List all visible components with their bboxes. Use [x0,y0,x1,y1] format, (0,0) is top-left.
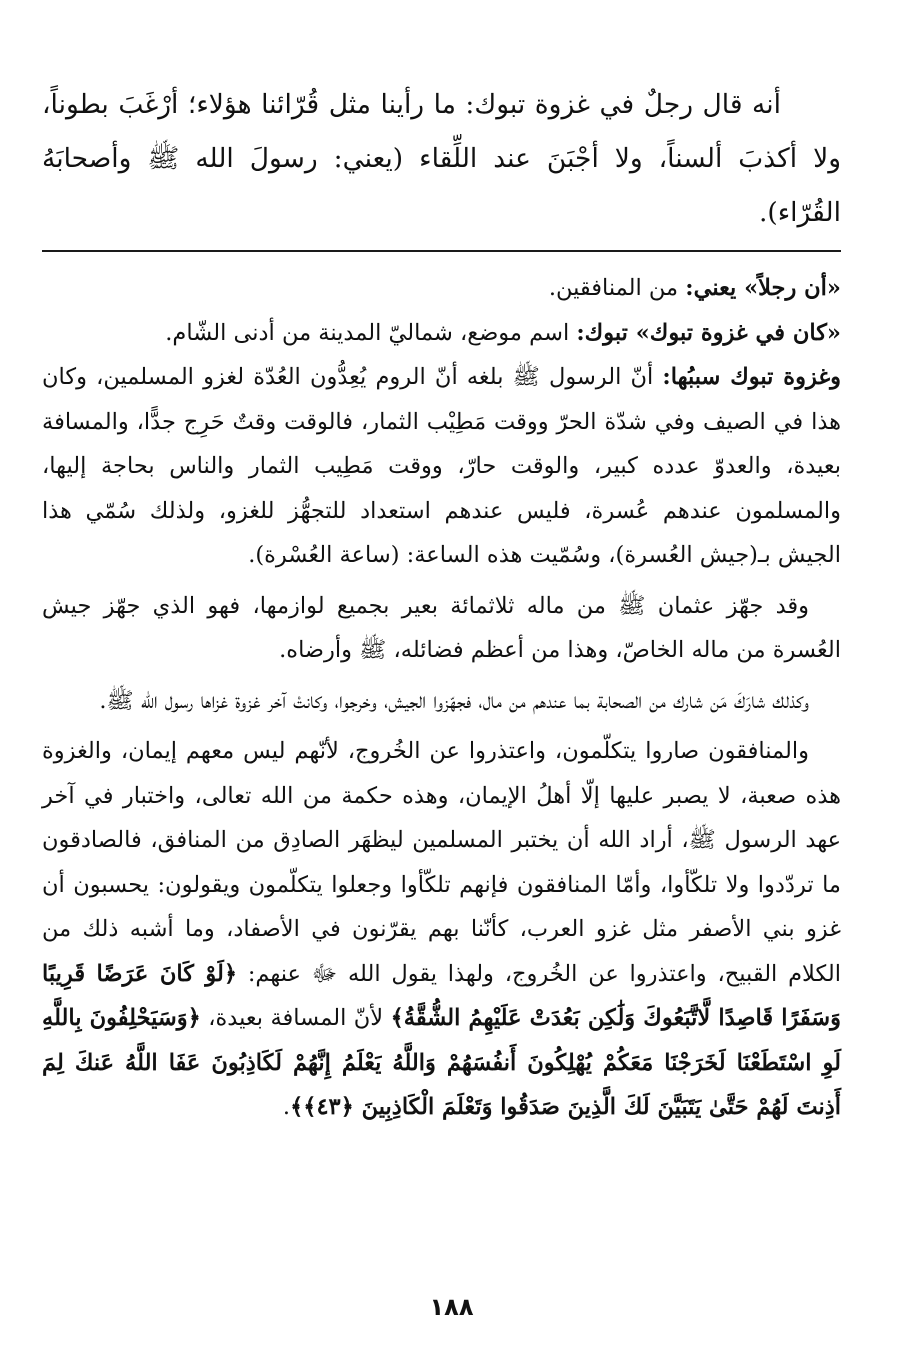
main-paragraph: أنه قال رجلٌ في غزوة تبوك: ما رأينا مثل قُرّائنا هؤلاء؛ أرْغَبَ بطوناً، ولا أكذبَ ألسناً، ولا أجْبَنَ عند اللِّقاء (يعني: رسولَ الله ﷺ وأصحابَهُ القُرّاء). [42,89,841,228]
commentary-item-2-heading: «كان في غزوة تبوك» تبوك: [576,319,841,346]
book-page [42,78,841,1348]
page-number: ١٨٨ [429,1293,474,1321]
commentary-item-2 [42,311,841,356]
commentary-item-1 [42,266,841,311]
commentary-paragraph-6 [42,729,841,1130]
commentary-item-1-heading: «أن رجلاً» يعني: [685,275,841,301]
commentary-paragraph-4: وقد جهّز عثمان ﷺ من ماله ثلاثمائة بعير بجميع لوازمها، فهو الذي جهّز جيش العُسرة من ماله الخاصّ، وهذا من أعظم فضائله، ﷺ وأرضاه. [42,592,841,663]
commentary-item-3-text: أنّ الرسول ﷺ بلغه أنّ الروم يُعِدُّون العُدّة لغزو المسلمين، وكان هذا في الصيف وفي شدّة الحرّ ووقت مَطِيْب الثمار، فالوقت وقتٌ حَرِج جدًّا، والمسافة بعيدة، والعدوّ عدده كبير، والوقت حارّ، ووقت مَطِيب الثمار والناس بحاجة إليها، والمسلمون عندهم عُسرة، فليس عندهم استعداد للتجهُّز للغزو، ولذلك سُمّي هذا الجيش بـ(جيش العُسرة)، وسُمّيت هذه الساعة: (ساعة العُسْرة). [42,364,841,568]
quran-verse-2: ﴿وَسَيَحْلِفُونَ بِاللَّهِ لَوِ اسْتَطَعْنَا لَخَرَجْنَا مَعَكُمْ يُهْلِكُونَ أَنفُسَهُمْ وَاللَّهُ يَعْلَمُ إِنَّهُمْ لَكَاذِبُونَ عَفَا اللَّهُ عَنكَ لِمَ أَذِنتَ لَهُمْ حَتَّىٰ يَتَبَيَّنَ لَكَ الَّذِينَ صَدَقُوا وَتَعْلَمَ الْكَاذِبِينَ ﴿٤٣﴾﴾ [42,1005,841,1120]
commentary-item-3 [42,355,841,578]
quran-verse-1: ﴿لَوْ كَانَ عَرَضًا قَرِيبًا وَسَفَرًا قَاصِدًا لَّاتَّبَعُوكَ وَلَٰكِن بَعُدَتْ عَلَيْهِمُ الشُّقَّةُ﴾ [42,960,842,1031]
commentary-item-1-text: من المنافقين. [548,275,686,301]
section-divider [42,250,841,252]
commentary-paragraph-5: وكذلك شارَكَ مَن شارك من الصحابة بما عندهم من مال، فجهّزوا الجيش، وخرجوا، وكانتْ آخر غزوة غزاها رسول الله ﷺ. [99,687,809,714]
commentary-item-2-text: اسم موضع، شماليّ المدينة من أدنى الشّام. [165,319,577,346]
commentary-block [42,266,841,1130]
commentary-paragraph-6-middle: لأنّ المسافة بعيدة، [200,1005,391,1031]
commentary-paragraph-6-text: والمنافقون صاروا يتكلّمون، واعتذروا عن الخُروج، لأنّهم ليس معهم إيمان، والغزوة هذه صعبة، لا يصبر عليها إلّا أهلُ الإيمان، وهذه حكمة من الله تعالى، واختبار في آخر عهد الرسول ﷺ، أراد الله أن يختبر المسلمين ليظهَر الصادِق من المنافق، فالصادقون ما تردّدوا ولا تلكّأوا، وأمّا المنافقون فإنهم تلكّأوا وجعلوا يتكلّمون ويقولون: يحسبون أن غزو بني الأصفر مثل غزو العرب، كأنّنا بهم يقرّنون في الأصفاد، وما أشبه ذلك من الكلام القبيح، واعتذروا عن الخُروج، ولهذا يقول الله ﷻ عنهم: [42,738,841,987]
commentary-item-3-heading: وغزوة تبوك سببُها: [662,364,841,390]
commentary-paragraph-6-end: . [282,1094,291,1120]
main-text-block [42,78,841,240]
